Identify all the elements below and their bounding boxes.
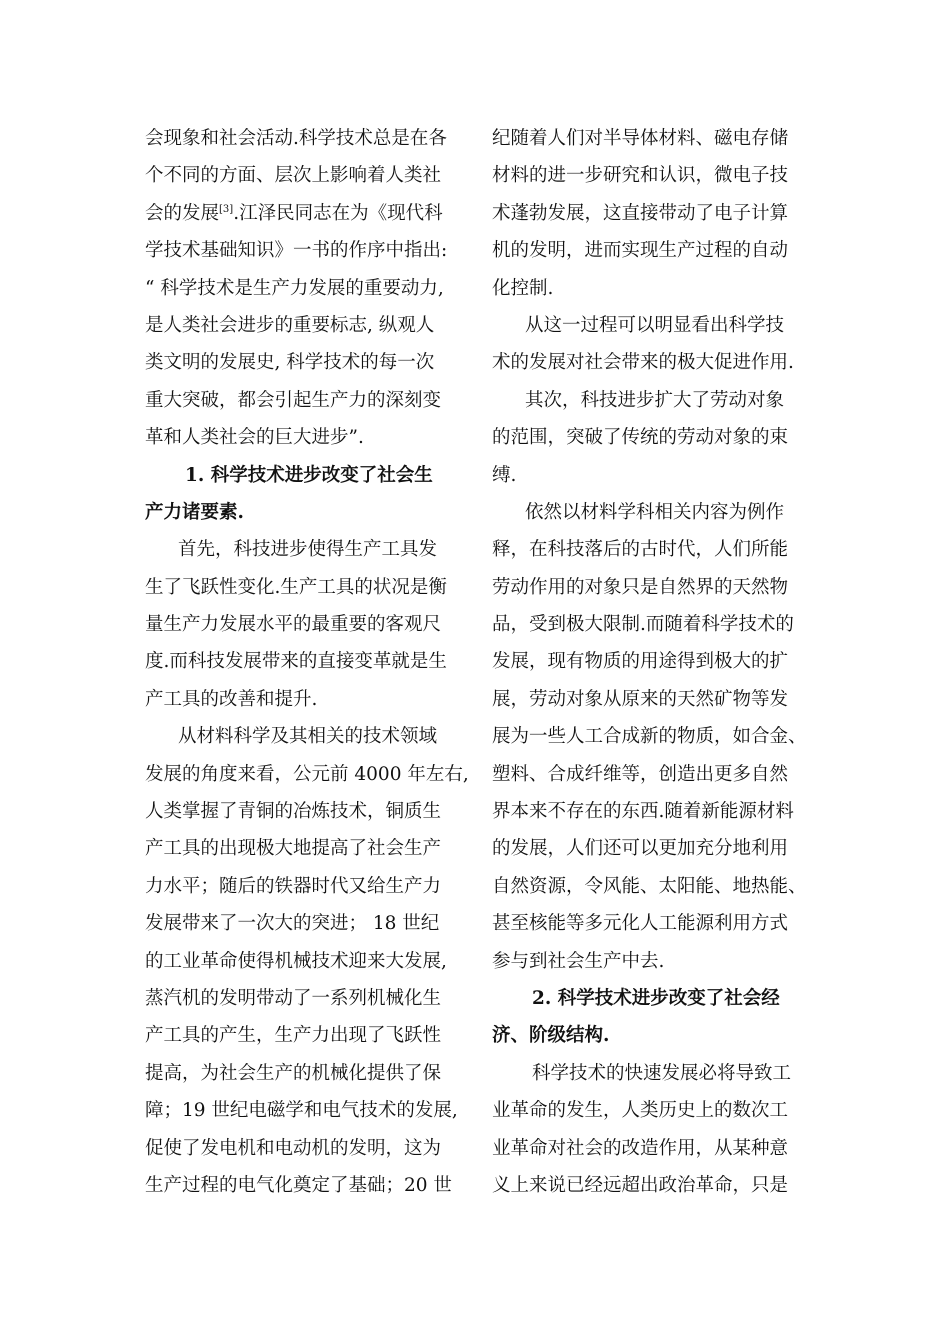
text-line: 生了飞跃性变化.生产工具的状况是衡: [145, 576, 447, 598]
text-line: 机的发明，进而实现生产过程的自动: [492, 240, 789, 262]
text-line: 其次，科技进步扩大了劳动对象: [525, 389, 785, 411]
text-line: 界本来不存在的东西.随着新能源材料: [492, 801, 794, 823]
text-fragment: .江泽民同志在为《现代科: [233, 202, 443, 224]
text-line: 术的发展对社会带来的极大促进作用.: [492, 352, 794, 374]
text-line: 力水平；随后的铁器时代又给生产力: [145, 875, 442, 897]
text-line: 术蓬勃发展，这直接带动了电子计算: [492, 202, 789, 224]
text-line: 的发展，人们还可以更加充分地利用: [492, 838, 789, 860]
text-line: 是人类社会进步的重要标志, 纵观人: [145, 314, 435, 336]
text-line: 自然资源，令风能、太阳能、地热能、: [492, 875, 807, 897]
text-line: 的范围，突破了传统的劳动对象的束: [492, 427, 789, 449]
text-line: 生产过程的电气化奠定了基础；20 世: [145, 1174, 452, 1196]
text-line: 首先，科技进步使得生产工具发: [178, 539, 438, 561]
section-heading-2-cont: 济、阶级结构.: [492, 1025, 610, 1047]
text-line: 义上来说已经远超出政治革命，只是: [492, 1174, 789, 1196]
text-line: “ 科学技术是生产力发展的重要动力,: [145, 277, 444, 299]
text-line: 障；19 世纪电磁学和电气技术的发展,: [145, 1100, 458, 1122]
text-line: 度.而科技发展带来的直接变革就是生: [145, 651, 447, 673]
text-line: 量生产力发展水平的最重要的客观尺: [145, 614, 442, 636]
text-line: 从材料科学及其相关的技术领域: [178, 726, 438, 748]
text-line: 参与到社会生产中去.: [492, 950, 665, 972]
text-line: 发展带来了一次大的突进； 18 世纪: [145, 913, 440, 935]
text-line: 蒸汽机的发明带动了一系列机械化生: [145, 987, 442, 1009]
left-column: [145, 120, 467, 1204]
text-line: 人类掌握了青铜的冶炼技术，铜质生: [145, 801, 442, 823]
text-line: 的工业革命使得机械技术迎来大发展,: [145, 950, 447, 972]
text-line: 依然以材料学科相关内容为例作: [525, 501, 785, 523]
citation-ref[interactable]: [3]: [219, 203, 234, 215]
text-line: 发展的角度来看，公元前 4000 年左右,: [145, 763, 469, 785]
text-line: 学技术基础知识》一书的作序中指出:: [145, 240, 448, 262]
text-line: 科学技术的快速发展必将导致工: [532, 1062, 792, 1084]
text-line: 释，在科技落后的古时代，人们所能: [492, 539, 789, 561]
text-line: 发展，现有物质的用途得到极大的扩: [492, 651, 789, 673]
text-line: 纪随着人们对半导体材料、磁电存储: [492, 128, 789, 149]
section-heading-1-cont: 产力诸要素.: [145, 501, 244, 523]
text-line: 个不同的方面、层次上影响着人类社: [145, 165, 442, 187]
text-line: 促使了发电机和电动机的发明，这为: [145, 1137, 442, 1159]
text-line: 会现象和社会活动.科学技术总是在各: [145, 128, 447, 149]
text-line: 品，受到极大限制.而随着科学技术的: [492, 614, 794, 636]
text-line: 展，劳动对象从原来的天然矿物等发: [492, 688, 789, 710]
text-line: 塑料、合成纤维等，创造出更多自然: [492, 763, 789, 785]
text-line: [145, 195, 467, 232]
text-line: 重大突破，都会引起生产力的深刻变: [145, 389, 442, 411]
text-line: 业革命对社会的改造作用，从某种意: [492, 1137, 789, 1159]
text-line: 从这一过程可以明显看出科学技: [525, 314, 785, 336]
section-heading-2: 2. 科学技术进步改变了社会经: [532, 987, 780, 1009]
text-line: 材料的进一步研究和认识，微电子技: [492, 165, 789, 187]
text-line: 产工具的产生，生产力出现了飞跃性: [145, 1025, 442, 1047]
section-heading-1: 1. 科学技术进步改变了社会生: [185, 464, 433, 486]
text-line: 劳动作用的对象只是自然界的天然物: [492, 576, 789, 598]
text-line: 缚.: [492, 464, 517, 486]
right-column: [492, 120, 822, 1204]
text-fragment: 会的发展: [145, 202, 220, 224]
text-line: 展为一些人工合成新的物质，如合金、: [492, 726, 807, 748]
text-line: 化控制.: [492, 277, 554, 299]
text-line: 类文明的发展史, 科学技术的每一次: [145, 352, 435, 374]
text-line: 业革命的发生，人类历史上的数次工: [492, 1100, 789, 1122]
text-line: 革和人类社会的巨大进步”.: [145, 427, 364, 449]
text-line: 提高，为社会生产的机械化提供了保: [145, 1062, 442, 1084]
text-line: 产工具的出现极大地提高了社会生产: [145, 838, 442, 860]
text-line: 产工具的改善和提升.: [145, 688, 318, 710]
text-line: 甚至核能等多元化人工能源利用方式: [492, 913, 789, 935]
